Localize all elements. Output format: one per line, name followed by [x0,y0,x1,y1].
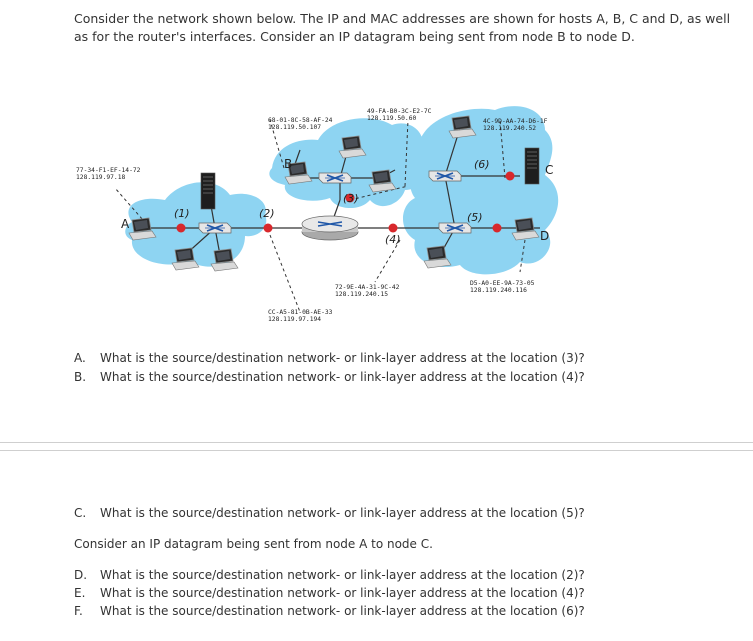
host-a-mac: 77-34-F1-EF-14-72 [76,167,141,174]
router-top-ip: 128.119.50.60 [367,115,417,122]
router-left-mac: CC-A5-81-0B-AE-33 [268,309,333,316]
router-right-ip: 128.119.240.15 [335,291,389,298]
section-divider [0,442,753,443]
location-label-4: (4) [385,233,401,246]
question-d: D. What is the source/destination network- or link-layer address at the location (2)? [74,568,585,582]
interface-host-a-dot [177,224,186,233]
location-label-1: (1) [174,207,190,220]
node-label-a: A [121,217,130,231]
problem-intro: Consider the network shown below. The IP and MAC addresses are shown for hosts A, B, C and D, as well as for the router's interfaces. Consider an IP datagram being sent from node B to node D. [74,11,731,44]
scenario-2-text: Consider an IP datagram being sent from node A to node C. [74,537,433,551]
router-top-mac: 49-FA-B0-3C-E2-7C [367,108,432,115]
question-c: C. What is the source/destination network- or link-layer address at the location (5)? [74,506,585,520]
host-c-ip: 128.119.240.52 [483,125,537,132]
node-label-d: D [540,229,550,243]
switch-top-icon [319,173,351,183]
switch-right-top-icon [429,171,461,181]
host-b-ip: 128.119.50.107 [268,124,322,131]
server-icon [201,173,215,209]
interface-router-left-dot [264,224,273,233]
location-label-3: (3) [343,192,359,205]
node-label-c: C [545,163,554,177]
location-label-6: (6) [474,158,490,171]
switch-right-bottom-icon [439,223,471,233]
question-a: A. What is the source/destination network- or link-layer address at the location (3)? [74,351,585,365]
host-d-mac: D5-A0-EE-9A-73-05 [470,280,535,287]
server-c-icon [525,148,539,184]
interface-host-d-dot [493,224,502,233]
location-label-5: (5) [467,211,483,224]
router-right-mac: 72-9E-4A-31-9C-42 [335,284,400,291]
question-f: F. What is the source/destination network- or link-layer address at the location (6)? [74,604,585,618]
host-a-ip: 128.119.97.18 [76,174,126,181]
section-divider-2 [0,450,753,451]
switch-left-icon [199,223,231,233]
question-e: E. What is the source/destination network- or link-layer address at the location (4)? [74,586,585,600]
question-b: B. What is the source/destination network- or link-layer address at the location (4)? [74,370,585,384]
network-diagram [0,90,753,340]
interface-router-right-dot [389,224,398,233]
router-left-ip: 128.119.97.194 [268,316,322,323]
router-icon [302,216,358,240]
location-label-2: (2) [259,207,275,220]
host-d-ip: 128.119.240.116 [470,287,527,294]
node-label-b: B [284,157,293,171]
interface-host-c-dot [506,172,515,181]
host-c-mac: 4C-9D-AA-74-D6-1F [483,118,548,125]
host-b-mac: 68-01-8C-58-AF-24 [268,117,333,124]
